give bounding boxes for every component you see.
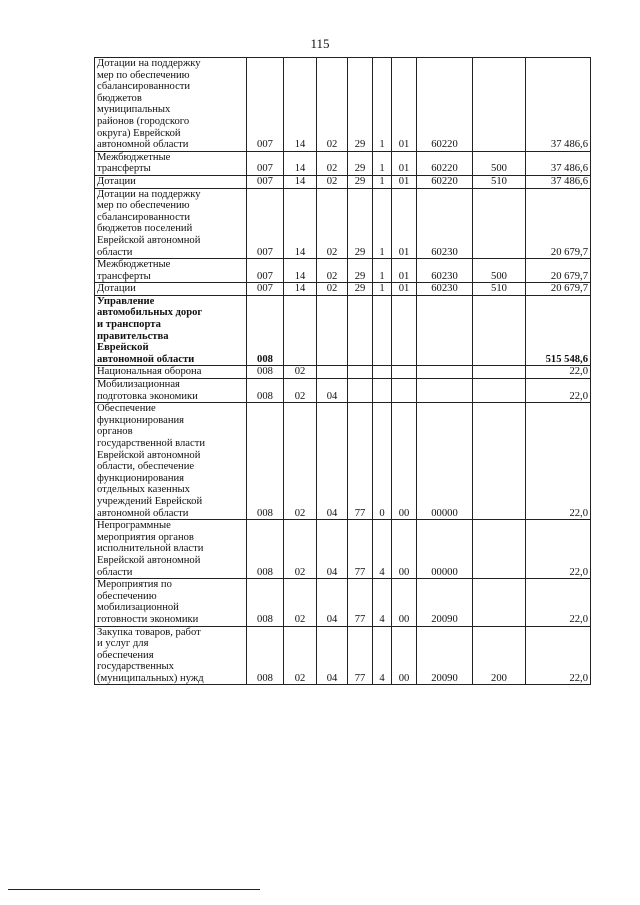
event-code-cell: 00 (392, 520, 417, 579)
table-row (95, 175, 591, 188)
section-code-cell: 14 (284, 259, 317, 283)
row-name-cell: Управление автомобильных дорог и транспорта правительства Еврейской автономной области (95, 295, 247, 366)
expense-direction-code-cell: 60230 (417, 188, 473, 259)
expense-type-code-cell (473, 295, 526, 366)
expense-type-code-cell: 500 (473, 259, 526, 283)
amount-cell: 22,0 (526, 626, 591, 685)
section-code-cell: 02 (284, 366, 317, 379)
section-code-cell: 02 (284, 379, 317, 403)
budget-table (94, 57, 591, 685)
subsection-code-cell (317, 366, 348, 379)
section-code-cell: 02 (284, 403, 317, 520)
subprogram-code-cell: 4 (373, 579, 392, 626)
expense-direction-code-cell (417, 295, 473, 366)
event-code-cell: 01 (392, 188, 417, 259)
ministry-code-cell: 007 (247, 283, 284, 296)
subsection-code-cell: 04 (317, 579, 348, 626)
table-row (95, 379, 591, 403)
ministry-code-cell: 008 (247, 403, 284, 520)
table-row (95, 259, 591, 283)
section-code-cell: 14 (284, 175, 317, 188)
row-name-cell: Закупка товаров, работ и услуг для обеспечения государственных (муниципальных) нужд (95, 626, 247, 685)
amount-cell: 20 679,7 (526, 259, 591, 283)
subsection-code-cell: 02 (317, 283, 348, 296)
row-name-cell: Межбюджетные трансферты (95, 259, 247, 283)
expense-direction-code-cell: 00000 (417, 403, 473, 520)
program-code-cell: 29 (348, 259, 373, 283)
event-code-cell (392, 295, 417, 366)
program-code-cell: 29 (348, 283, 373, 296)
expense-direction-code-cell (417, 366, 473, 379)
event-code-cell: 00 (392, 403, 417, 520)
expense-direction-code-cell: 60220 (417, 175, 473, 188)
program-code-cell: 29 (348, 175, 373, 188)
row-name-cell: Мобилизационная подготовка экономики (95, 379, 247, 403)
row-name-cell: Мероприятия по обеспечению мобилизационной готовности экономики (95, 579, 247, 626)
expense-direction-code-cell: 00000 (417, 520, 473, 579)
amount-cell: 22,0 (526, 520, 591, 579)
ministry-code-cell: 008 (247, 379, 284, 403)
expense-direction-code-cell: 20090 (417, 579, 473, 626)
subsection-code-cell: 04 (317, 403, 348, 520)
event-code-cell: 01 (392, 259, 417, 283)
program-code-cell (348, 295, 373, 366)
event-code-cell: 01 (392, 175, 417, 188)
page-number: 115 (310, 36, 330, 51)
section-code-cell: 02 (284, 626, 317, 685)
row-name-cell: Национальная оборона (95, 366, 247, 379)
table-row (95, 579, 591, 626)
row-name-cell: Дотации на поддержку мер по обеспечению сбалансированности бюджетов поселений Еврейской автономной области (95, 188, 247, 259)
expense-type-code-cell (473, 366, 526, 379)
subprogram-code-cell: 1 (373, 283, 392, 296)
ministry-code-cell: 007 (247, 188, 284, 259)
program-code-cell: 77 (348, 403, 373, 520)
section-code-cell: 14 (284, 58, 317, 152)
section-code-cell (284, 295, 317, 366)
footnote-divider (8, 889, 260, 890)
program-code-cell (348, 379, 373, 403)
amount-cell: 37 486,6 (526, 58, 591, 152)
subprogram-code-cell: 4 (373, 520, 392, 579)
program-code-cell (348, 366, 373, 379)
event-code-cell: 01 (392, 283, 417, 296)
event-code-cell: 01 (392, 58, 417, 152)
event-code-cell: 00 (392, 579, 417, 626)
subprogram-code-cell: 1 (373, 151, 392, 175)
ministry-code-cell: 007 (247, 58, 284, 152)
expense-type-code-cell (473, 403, 526, 520)
section-code-cell: 14 (284, 188, 317, 259)
expense-direction-code-cell: 60230 (417, 283, 473, 296)
ministry-code-cell: 007 (247, 175, 284, 188)
event-code-cell: 00 (392, 626, 417, 685)
section-code-cell: 02 (284, 520, 317, 579)
program-code-cell: 29 (348, 151, 373, 175)
expense-type-code-cell: 500 (473, 151, 526, 175)
subprogram-code-cell (373, 366, 392, 379)
table-body (95, 58, 591, 685)
ministry-code-cell: 007 (247, 259, 284, 283)
table-row (95, 295, 591, 366)
subprogram-code-cell: 1 (373, 259, 392, 283)
subsection-code-cell: 04 (317, 379, 348, 403)
expense-type-code-cell: 510 (473, 175, 526, 188)
subsection-code-cell (317, 295, 348, 366)
expense-direction-code-cell: 60220 (417, 151, 473, 175)
expense-type-code-cell: 510 (473, 283, 526, 296)
subsection-code-cell: 04 (317, 520, 348, 579)
program-code-cell: 29 (348, 188, 373, 259)
ministry-code-cell: 008 (247, 366, 284, 379)
event-code-cell: 01 (392, 151, 417, 175)
program-code-cell: 29 (348, 58, 373, 152)
subsection-code-cell: 02 (317, 259, 348, 283)
subsection-code-cell: 02 (317, 58, 348, 152)
amount-cell: 20 679,7 (526, 188, 591, 259)
ministry-code-cell: 008 (247, 520, 284, 579)
table-row (95, 366, 591, 379)
subprogram-code-cell: 1 (373, 58, 392, 152)
expense-direction-code-cell: 60220 (417, 58, 473, 152)
expense-type-code-cell (473, 379, 526, 403)
row-name-cell: Дотации на поддержку мер по обеспечению сбалансированности бюджетов муниципальных районов (городского округа) Еврейской автономной области (95, 58, 247, 152)
table-row (95, 520, 591, 579)
expense-direction-code-cell: 60230 (417, 259, 473, 283)
amount-cell: 22,0 (526, 366, 591, 379)
table-row (95, 188, 591, 259)
row-name-cell: Межбюджетные трансферты (95, 151, 247, 175)
expense-type-code-cell (473, 520, 526, 579)
event-code-cell (392, 366, 417, 379)
expense-direction-code-cell: 20090 (417, 626, 473, 685)
program-code-cell: 77 (348, 520, 373, 579)
subsection-code-cell: 02 (317, 188, 348, 259)
table-row (95, 403, 591, 520)
amount-cell: 22,0 (526, 403, 591, 520)
table-row (95, 626, 591, 685)
expense-type-code-cell: 200 (473, 626, 526, 685)
amount-cell: 22,0 (526, 379, 591, 403)
expense-type-code-cell (473, 58, 526, 152)
section-code-cell: 02 (284, 579, 317, 626)
amount-cell: 37 486,6 (526, 175, 591, 188)
row-name-cell: Дотации (95, 175, 247, 188)
amount-cell: 515 548,6 (526, 295, 591, 366)
subsection-code-cell: 02 (317, 175, 348, 188)
table-row (95, 283, 591, 296)
amount-cell: 37 486,6 (526, 151, 591, 175)
table-row (95, 151, 591, 175)
expense-direction-code-cell (417, 379, 473, 403)
row-name-cell: Обеспечение функционирования органов государственной власти Еврейской автономной области, обеспечение функционирования отдельных казенных учреждений Еврейской автономной области (95, 403, 247, 520)
program-code-cell: 77 (348, 579, 373, 626)
subprogram-code-cell: 1 (373, 175, 392, 188)
ministry-code-cell: 008 (247, 626, 284, 685)
table-row (95, 58, 591, 152)
subprogram-code-cell: 0 (373, 403, 392, 520)
program-code-cell: 77 (348, 626, 373, 685)
amount-cell: 22,0 (526, 579, 591, 626)
ministry-code-cell: 008 (247, 295, 284, 366)
subsection-code-cell: 02 (317, 151, 348, 175)
ministry-code-cell: 008 (247, 579, 284, 626)
ministry-code-cell: 007 (247, 151, 284, 175)
subprogram-code-cell (373, 379, 392, 403)
expense-type-code-cell (473, 188, 526, 259)
row-name-cell: Дотации (95, 283, 247, 296)
section-code-cell: 14 (284, 151, 317, 175)
subprogram-code-cell (373, 295, 392, 366)
event-code-cell (392, 379, 417, 403)
section-code-cell: 14 (284, 283, 317, 296)
row-name-cell: Непрограммные мероприятия органов исполнительной власти Еврейской автономной области (95, 520, 247, 579)
subprogram-code-cell: 1 (373, 188, 392, 259)
subprogram-code-cell: 4 (373, 626, 392, 685)
subsection-code-cell: 04 (317, 626, 348, 685)
amount-cell: 20 679,7 (526, 283, 591, 296)
expense-type-code-cell (473, 579, 526, 626)
